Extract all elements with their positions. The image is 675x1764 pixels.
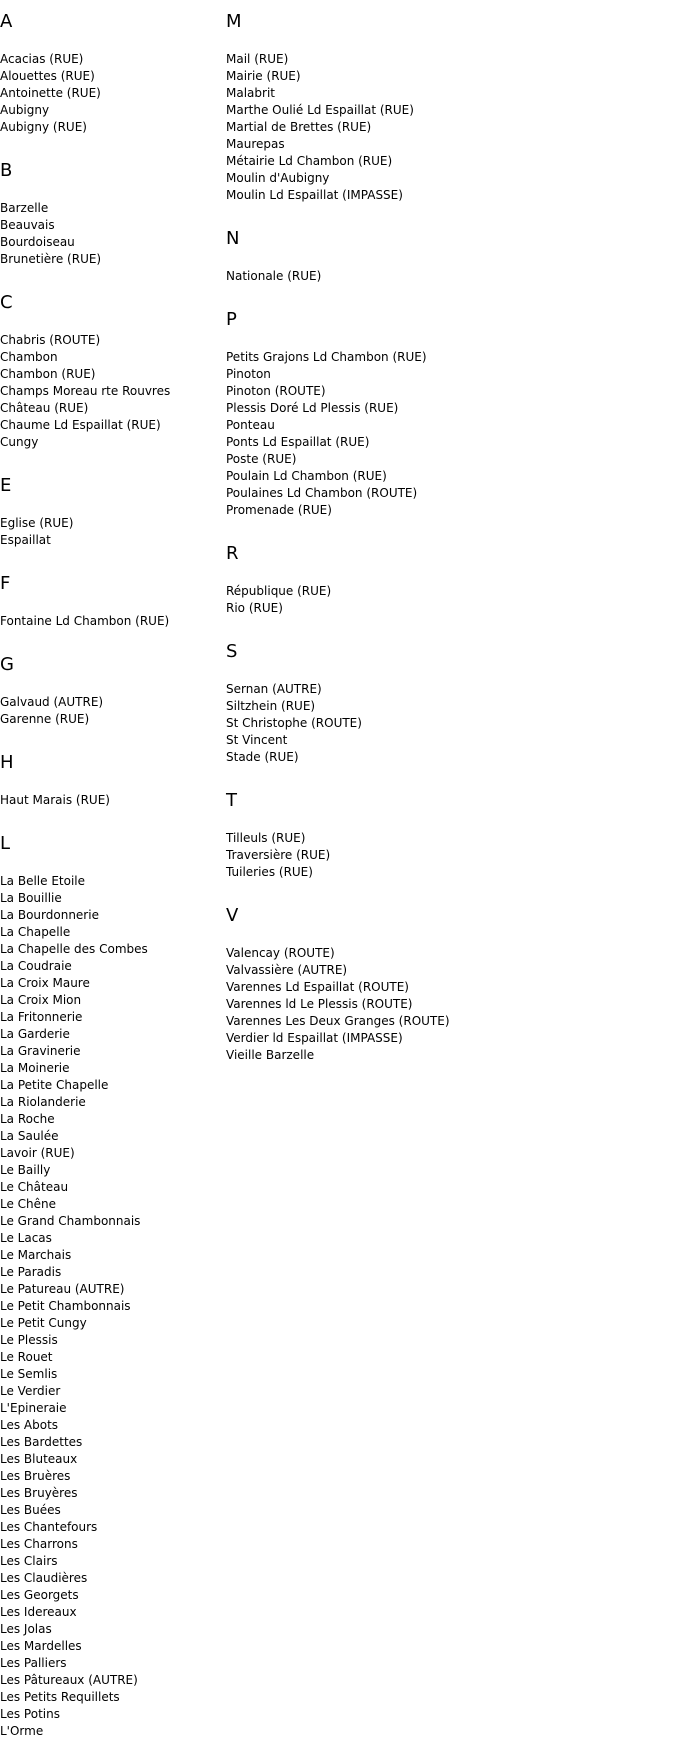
letter-heading: H xyxy=(0,752,14,773)
street-item: Les Clairs xyxy=(0,1554,58,1568)
street-item: Eglise (RUE) xyxy=(0,516,74,530)
street-item: Tilleuls (RUE) xyxy=(226,831,306,845)
letter-group-e xyxy=(0,475,220,549)
street-item: Chambon xyxy=(0,350,58,364)
street-item: La Bourdonnerie xyxy=(0,908,99,922)
street-item: Le Patureau (AUTRE) xyxy=(0,1282,125,1296)
street-item: Valencay (ROUTE) xyxy=(226,946,335,960)
street-item: La Chapelle des Combes xyxy=(0,942,148,956)
street-item: Espaillat xyxy=(0,533,51,547)
street-item: Vieille Barzelle xyxy=(226,1048,315,1062)
street-item: Les Charrons xyxy=(0,1537,78,1551)
street-item: La Garderie xyxy=(0,1027,70,1041)
street-list xyxy=(0,51,220,136)
street-item: Le Petit Cungy xyxy=(0,1316,87,1330)
street-item: Le Lacas xyxy=(0,1231,52,1245)
street-list xyxy=(0,515,220,549)
letter-heading: L xyxy=(0,833,11,854)
street-list xyxy=(226,681,666,766)
letter-heading: S xyxy=(226,641,238,662)
street-list xyxy=(0,200,220,268)
street-item: La Saulée xyxy=(0,1129,59,1143)
street-item: Aubigny (RUE) xyxy=(0,120,87,134)
street-item: Valvassière (AUTRE) xyxy=(226,963,348,977)
street-item: Marthe Oulié Ld Espaillat (RUE) xyxy=(226,103,414,117)
street-item: Alouettes (RUE) xyxy=(0,69,95,83)
letter-group-n xyxy=(226,228,666,285)
letter-group-t xyxy=(226,790,666,881)
street-index-left-column xyxy=(0,0,220,1764)
street-item: Galvaud (AUTRE) xyxy=(0,695,104,709)
street-item: St Vincent xyxy=(226,733,288,747)
street-item: Les Abots xyxy=(0,1418,59,1432)
street-item: L'Orme xyxy=(0,1724,44,1738)
street-list xyxy=(226,51,666,204)
street-item: Bourdoiseau xyxy=(0,235,75,249)
street-item: Chabris (ROUTE) xyxy=(0,333,101,347)
street-item: L'Epineraie xyxy=(0,1401,67,1415)
street-item: Lavoir (RUE) xyxy=(0,1146,75,1160)
street-item: Promenade (RUE) xyxy=(226,503,332,517)
letter-group-b xyxy=(0,160,220,268)
street-list xyxy=(226,268,666,285)
street-item: Pinoton (ROUTE) xyxy=(226,384,326,398)
street-item: Les Mardelles xyxy=(0,1639,82,1653)
letter-heading: E xyxy=(0,475,12,496)
street-item: Les Petits Requillets xyxy=(0,1690,120,1704)
street-item: Traversière (RUE) xyxy=(226,848,331,862)
street-list xyxy=(0,332,220,451)
street-item: La Croix Maure xyxy=(0,976,90,990)
street-item: Les Buées xyxy=(0,1503,61,1517)
street-item: Les Pâtureaux (AUTRE) xyxy=(0,1673,138,1687)
street-list xyxy=(226,583,666,617)
letter-heading: G xyxy=(0,654,14,675)
street-item: La Bouillie xyxy=(0,891,62,905)
street-item: Le Marchais xyxy=(0,1248,72,1262)
street-item: Acacias (RUE) xyxy=(0,52,84,66)
letter-heading: T xyxy=(226,790,237,811)
street-item: Le Rouet xyxy=(0,1350,53,1364)
street-item: Pinoton xyxy=(226,367,271,381)
street-item: Verdier ld Espaillat (IMPASSE) xyxy=(226,1031,403,1045)
street-item: Poulaines Ld Chambon (ROUTE) xyxy=(226,486,418,500)
street-item: Malabrit xyxy=(226,86,275,100)
street-item: La Roche xyxy=(0,1112,55,1126)
street-item: Le Verdier xyxy=(0,1384,61,1398)
street-item: Les Chantefours xyxy=(0,1520,98,1534)
street-item: Haut Marais (RUE) xyxy=(0,793,110,807)
street-item: Le Grand Chambonnais xyxy=(0,1214,141,1228)
street-item: Cungy xyxy=(0,435,39,449)
street-list xyxy=(226,945,666,1064)
street-item: Les Bruères xyxy=(0,1469,71,1483)
letter-group-m xyxy=(226,11,666,204)
street-item: Martial de Brettes (RUE) xyxy=(226,120,372,134)
street-item: Siltzhein (RUE) xyxy=(226,699,316,713)
street-list xyxy=(226,830,666,881)
street-item: Les Bardettes xyxy=(0,1435,83,1449)
street-item: Le Semlis xyxy=(0,1367,58,1381)
street-item: Chambon (RUE) xyxy=(0,367,96,381)
street-item: Poulain Ld Chambon (RUE) xyxy=(226,469,387,483)
street-item: Varennes Les Deux Granges (ROUTE) xyxy=(226,1014,450,1028)
street-item: Métairie Ld Chambon (RUE) xyxy=(226,154,393,168)
street-item: Petits Grajons Ld Chambon (RUE) xyxy=(226,350,427,364)
street-item: Les Bruyères xyxy=(0,1486,78,1500)
street-item: Stade (RUE) xyxy=(226,750,299,764)
letter-heading: A xyxy=(0,11,13,32)
letter-heading: M xyxy=(226,11,242,32)
street-item: La Croix Mion xyxy=(0,993,82,1007)
street-list xyxy=(226,349,666,519)
street-item: Ponts Ld Espaillat (RUE) xyxy=(226,435,370,449)
street-item: Le Bailly xyxy=(0,1163,51,1177)
letter-heading: B xyxy=(0,160,13,181)
street-item: Nationale (RUE) xyxy=(226,269,322,283)
street-item: Plessis Doré Ld Plessis (RUE) xyxy=(226,401,399,415)
street-index-right-column xyxy=(226,0,666,1088)
street-item: St Christophe (ROUTE) xyxy=(226,716,362,730)
street-item: La Petite Chapelle xyxy=(0,1078,109,1092)
letter-heading: C xyxy=(0,292,13,313)
street-item: Le Paradis xyxy=(0,1265,62,1279)
street-item: Brunetière (RUE) xyxy=(0,252,102,266)
street-item: Château (RUE) xyxy=(0,401,89,415)
street-item: Ponteau xyxy=(226,418,275,432)
letter-heading: N xyxy=(226,228,240,249)
street-item: La Gravinerie xyxy=(0,1044,81,1058)
street-list xyxy=(0,873,220,1740)
street-item: La Riolanderie xyxy=(0,1095,86,1109)
street-item: Aubigny xyxy=(0,103,50,117)
letter-heading: P xyxy=(226,309,237,330)
letter-group-l xyxy=(0,833,220,1740)
street-item: Mail (RUE) xyxy=(226,52,289,66)
street-item: Les Bluteaux xyxy=(0,1452,78,1466)
letter-group-h xyxy=(0,752,220,809)
letter-heading: V xyxy=(226,905,239,926)
street-item: Moulin Ld Espaillat (IMPASSE) xyxy=(226,188,403,202)
street-item: La Fritonnerie xyxy=(0,1010,83,1024)
street-item: Beauvais xyxy=(0,218,55,232)
street-item: Mairie (RUE) xyxy=(226,69,301,83)
street-list xyxy=(0,613,220,630)
street-item: La Chapelle xyxy=(0,925,71,939)
street-item: Les Idereaux xyxy=(0,1605,77,1619)
letter-group-c xyxy=(0,292,220,451)
letter-group-s xyxy=(226,641,666,766)
street-item: Poste (RUE) xyxy=(226,452,297,466)
street-item: Antoinette (RUE) xyxy=(0,86,101,100)
letter-group-r xyxy=(226,543,666,617)
street-item: Les Potins xyxy=(0,1707,60,1721)
street-item: Le Plessis xyxy=(0,1333,58,1347)
street-item: Champs Moreau rte Rouvres xyxy=(0,384,171,398)
street-item: La Moinerie xyxy=(0,1061,70,1075)
street-item: Fontaine Ld Chambon (RUE) xyxy=(0,614,170,628)
street-list xyxy=(0,792,220,809)
letter-group-f xyxy=(0,573,220,630)
street-item: Le Chêne xyxy=(0,1197,57,1211)
letter-group-g xyxy=(0,654,220,728)
letter-heading: F xyxy=(0,573,11,594)
street-item: La Belle Etoile xyxy=(0,874,86,888)
street-item: Le Petit Chambonnais xyxy=(0,1299,131,1313)
street-item: Les Palliers xyxy=(0,1656,67,1670)
street-list xyxy=(0,694,220,728)
street-item: Maurepas xyxy=(226,137,285,151)
letter-heading: R xyxy=(226,543,239,564)
street-item: Les Georgets xyxy=(0,1588,79,1602)
street-item: Barzelle xyxy=(0,201,49,215)
street-item: La Coudraie xyxy=(0,959,72,973)
street-item: Les Jolas xyxy=(0,1622,52,1636)
letter-group-v xyxy=(226,905,666,1064)
street-item: République (RUE) xyxy=(226,584,332,598)
street-item: Les Claudières xyxy=(0,1571,88,1585)
street-item: Garenne (RUE) xyxy=(0,712,90,726)
letter-group-a xyxy=(0,11,220,136)
street-item: Varennes Ld Espaillat (ROUTE) xyxy=(226,980,409,994)
street-item: Rio (RUE) xyxy=(226,601,283,615)
street-item: Sernan (AUTRE) xyxy=(226,682,322,696)
street-item: Varennes ld Le Plessis (ROUTE) xyxy=(226,997,413,1011)
street-item: Tuileries (RUE) xyxy=(226,865,313,879)
street-item: Chaume Ld Espaillat (RUE) xyxy=(0,418,161,432)
street-item: Le Château xyxy=(0,1180,69,1194)
letter-group-p xyxy=(226,309,666,519)
street-item: Moulin d'Aubigny xyxy=(226,171,330,185)
